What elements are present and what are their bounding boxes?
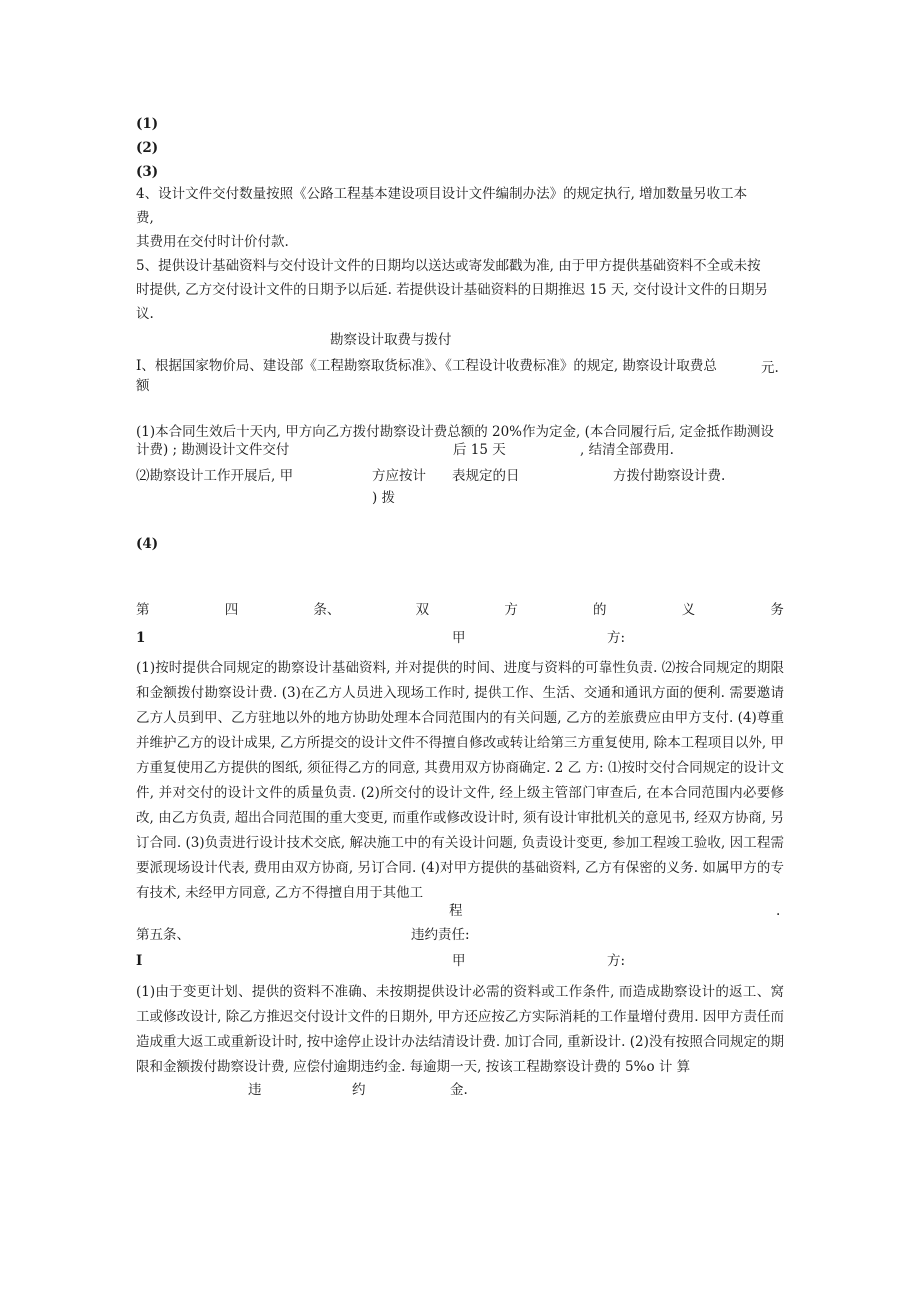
fees-p3-c: 表规定的日 xyxy=(452,468,520,484)
article5-body: (1)由于变更计划、提供的资料不准确、未按期提供设计必需的资料或工作条件, 而造成勘察设计的返工、窝工或修改设计, 除乙方推迟交付设计文件的日期外, 甲方还应按乙方实际消耗的工作量增付费用. 因甲方责任而造成重大返工或重新设计时, 按中途停止设计办法结清设计费. 加订合同, 重新设计. (2)没有按照合同规定的期限和金额拨付勘察设计费, 应偿付逾期违约金. 每逾期一天, 按该工程勘察设计费的 5%o 计 算 xyxy=(136,984,784,1075)
article5-tail-char: 金. xyxy=(450,1082,468,1098)
article4-tail-period: . xyxy=(776,903,781,919)
item-3: (3) xyxy=(136,164,159,180)
fees-p2-line2a: 计费) ; 勘测设计文件交付 xyxy=(136,442,290,458)
article5-tail-char: 违 xyxy=(248,1082,262,1098)
fees-p3-b: 方应按计 xyxy=(372,468,426,484)
heading-char: 第 xyxy=(136,602,150,618)
delivery-p5-line2: 时提供, 乙方交付设计文件的日期予以后延. 若提供设计基础资料的日期推迟 15 天, 交付设计文件的日期另 xyxy=(136,282,769,298)
delivery-p4-line3: 其费用在交付时计价付款. xyxy=(136,234,289,250)
heading-char: 务 xyxy=(770,602,784,618)
fees-p3-e: ) 拨 xyxy=(372,490,396,506)
fees-p2-line2b: 后 15 天 xyxy=(453,442,506,458)
fees-p1-unit: 元. xyxy=(761,360,779,376)
delivery-p4-line2: 费, xyxy=(136,210,154,226)
heading-char: 双 xyxy=(415,602,430,618)
item-2: (2) xyxy=(136,140,159,156)
article5-heading-right: 违约责任: xyxy=(411,927,470,943)
heading-char: 方 xyxy=(504,602,518,618)
fees-p3-d: 方拨付勘察设计费. xyxy=(613,468,726,484)
article5-tail-char: 约 xyxy=(352,1082,366,1098)
fees-p2-line2c: , 结清全部费用. xyxy=(580,442,674,458)
article4-sub-number: 1 xyxy=(136,630,146,646)
article5-heading-left: 第五条、 xyxy=(136,927,190,943)
fees-heading: 勘察设计取费与拨付 xyxy=(330,332,452,348)
fees-p2-line1: (1)本合同生效后十天内, 甲方向乙方拨付勘察设计费总额的 20%作为定金, (本合同履行后, 定金抵作勘测设 xyxy=(136,424,774,440)
heading-char: 义 xyxy=(681,602,696,618)
item-1: (1) xyxy=(136,116,159,132)
delivery-p4-line1: 4、设计文件交付数量按照《公路工程基本建设项目设计文件编制办法》的规定执行, 增加数量另收工本 xyxy=(136,186,748,202)
delivery-p5-line3: 议. xyxy=(136,306,154,322)
fees-item-4: (4) xyxy=(136,536,159,552)
heading-char: 条、 xyxy=(313,602,341,618)
fees-p1-line1: I、根据国家物价局、建设部《工程勘察取货标准》、《工程设计收费标准》的规定, 勘察设计取费总 xyxy=(136,358,717,374)
article5-sub-label: 方: xyxy=(607,953,626,969)
article5-sub-party: 甲 xyxy=(452,953,466,969)
article4-tail-char: 程 xyxy=(449,903,463,919)
fees-p1-line2: 额 xyxy=(136,378,150,394)
heading-char: 四 xyxy=(224,602,239,618)
heading-char: 的 xyxy=(593,602,607,618)
article5-sub-number: I xyxy=(136,953,143,969)
article4-sub-party: 甲 xyxy=(452,630,466,646)
article4-heading xyxy=(136,604,784,618)
article4-body: (1)按时提供合同规定的勘察设计基础资料, 并对提供的时间、进度与资料的可靠性负责. ⑵按合同规定的期限和金额拨付勘察设计费. (3)在乙方人员进入现场工作时, 提供工作、生活、交通和通讯方面的便利. 需要邀请乙方人员到甲、乙方驻地以外的地方协助处理本合同范围内的有关问题, 乙方的差旅费应由甲方支付. (4)尊重并维护乙方的设计成果, 乙方所提交的设计文件不得擅自修改或转让给第三方重复使用, 除本工程项目以外, 甲方重复使用乙方提供的图纸, 须征得乙方的同意, 其费用双方协商确定. 2 乙 方: ⑴按时交付合同规定的设计文件, 并对交付的设计文件的质量负责. (2)所交付的设计文件, 经上级主管部门审查后, 在本合同范围内必要修改, 由乙方负责, 超出合同范围的重大变更, 而重作或修改设计时, 须有设计审批机关的意见书, 经双方协商, 另订合同. (3)负责进行设计技术交底, 解决施工中的有关设计问题, 负责设计变更, 参加工程竣工验收, 因工程需要派现场设计代表, 费用由双方协商, 另订合同. (4)对甲方提供的基础资料, 乙方有保密的义务. 如属甲方的专有技术, 未经甲方同意, 乙方不得擅自用于其他工 xyxy=(136,660,784,901)
article4-sub-label: 方: xyxy=(607,630,626,646)
fees-p3-a: ⑵勘察设计工作开展后, 甲 xyxy=(136,468,294,484)
delivery-p5-line1: 5、提供设计基础资料与交付设计文件的日期均以送达或寄发邮戳为准, 由于甲方提供基础资料不全或未按 xyxy=(136,258,761,274)
